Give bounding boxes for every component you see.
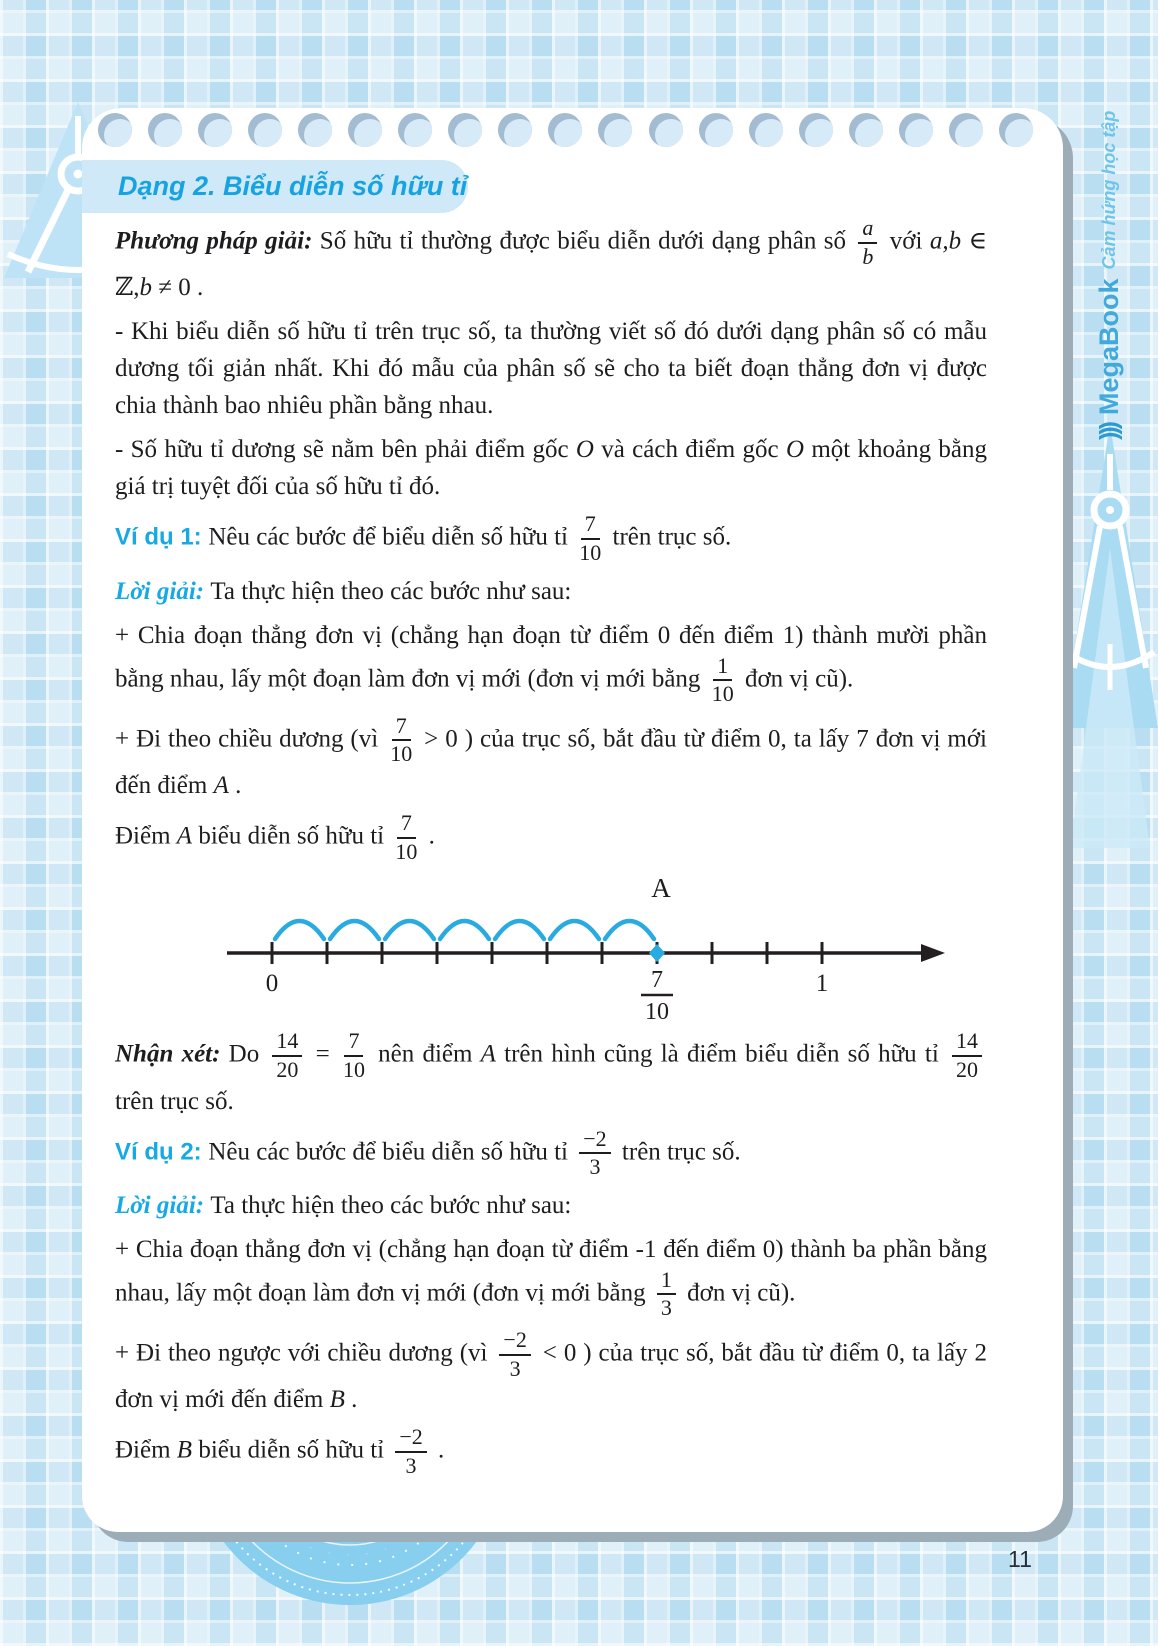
text-run: O xyxy=(785,436,805,464)
axis-label-zero: 0 xyxy=(265,970,279,998)
fraction-numerator: 7 xyxy=(397,811,416,839)
fraction xyxy=(579,1127,610,1180)
text-run: đơn vị cũ). xyxy=(680,1279,796,1307)
text-run: ∈ ℤ, xyxy=(115,227,987,302)
fraction-numerator: 1 xyxy=(713,654,732,682)
text-run: + Chia đoạn thẳng đơn vị (chẳng hạn đoạn từ điểm 0 đến điểm 1) thành mười phần bằng nhau, lấy một đoạn làm đơn vị mới (đơn vị mới bằng xyxy=(115,621,987,692)
text-run: biểu diễn số hữu tỉ xyxy=(192,1436,391,1464)
point-marker xyxy=(649,944,665,962)
binding-hole-icon xyxy=(849,113,883,147)
fraction xyxy=(952,1029,982,1082)
fraction xyxy=(395,1425,426,1478)
text-run: a,b xyxy=(929,227,962,255)
page-number: 11 xyxy=(1008,1546,1032,1572)
fraction-numerator: 7 xyxy=(344,1029,363,1057)
fraction-denominator: 3 xyxy=(660,1295,672,1321)
brand xyxy=(1094,111,1125,440)
fraction-denominator: 10 xyxy=(579,539,602,565)
label: Lời giải: xyxy=(115,1191,211,1219)
binding-hole-icon xyxy=(448,113,482,147)
fraction-denominator: 10 xyxy=(395,838,418,864)
binding-hole-icon xyxy=(498,113,532,147)
fraction-numerator: 7 xyxy=(392,714,411,742)
brand-name: MegaBook xyxy=(1094,278,1124,416)
text-run: Điểm xyxy=(115,822,177,850)
binding-hole-icon xyxy=(799,113,833,147)
text-run: . xyxy=(422,822,435,850)
paragraph xyxy=(115,1187,987,1224)
text-run: = xyxy=(307,1040,338,1068)
binding-hole-icon xyxy=(699,113,733,147)
fraction-numerator: a xyxy=(858,216,877,244)
text-run: và cách điểm gốc xyxy=(593,436,786,464)
text-run: . xyxy=(228,772,242,799)
text-run: + Đi theo ngược với chiều dương (vì xyxy=(115,1339,495,1367)
content-card xyxy=(82,108,1063,1532)
fraction xyxy=(657,1268,676,1321)
number-line-figure xyxy=(115,871,987,1023)
fraction xyxy=(579,512,601,565)
axis-label-fraction-denominator: 10 xyxy=(645,999,669,1024)
fraction-numerator: 14 xyxy=(952,1029,982,1057)
paragraph xyxy=(115,216,987,306)
section-heading-label: Dạng 2. Biểu diễn số hữu tỉ xyxy=(118,171,468,201)
binding-hole-icon xyxy=(398,113,432,147)
fraction xyxy=(272,1029,302,1082)
brand-tagline: Cảm hứng học tập xyxy=(1099,110,1119,270)
text-run: Ta thực hiện theo các bước như sau: xyxy=(210,577,572,605)
binding-hole-icon xyxy=(348,113,382,147)
compass-icon xyxy=(1062,418,1158,853)
binding-hole-icon xyxy=(298,113,332,147)
text-run: - Khi biểu diễn số hữu tỉ trên trục số, ta thường viết số đó dưới dạng phân số có mẫu dương tối giản nhất. Khi đó mẫu của phân số sẽ cho ta biết đoạn thẳng đơn vị được chia thành bao nhiêu phần bằng nhau. xyxy=(115,318,987,420)
label: Ví dụ 1: xyxy=(115,523,209,551)
text-run: O xyxy=(575,436,594,464)
binding-hole-icon xyxy=(548,113,582,147)
fraction xyxy=(499,1328,530,1381)
label: Ví dụ 2: xyxy=(115,1137,209,1165)
text-run: A xyxy=(213,772,229,799)
text-run: trên hình cũng là điểm biểu diễn số hữu tỉ xyxy=(495,1040,947,1068)
paragraph xyxy=(115,1127,987,1180)
axis-label-one: 1 xyxy=(815,970,829,998)
point-label: A xyxy=(651,873,671,904)
fraction xyxy=(343,1029,365,1082)
fraction xyxy=(712,654,734,707)
paragraph xyxy=(115,313,987,424)
text-run: Do xyxy=(228,1040,268,1068)
axis-label-fraction-numerator: 7 xyxy=(651,967,663,994)
label: Nhận xét: xyxy=(115,1040,229,1068)
text-run: biểu diễn số hữu tỉ xyxy=(192,822,391,850)
text-run: một khoảng bằng giá trị tuyệt đối của số hữu tỉ đó. xyxy=(115,436,988,501)
binding-hole-icon xyxy=(248,113,282,147)
paragraph xyxy=(115,714,987,804)
label: Phương pháp giải: xyxy=(115,227,320,255)
section-heading xyxy=(82,160,468,213)
binding-hole-icon xyxy=(749,113,783,147)
fraction-denominator: 3 xyxy=(589,1154,601,1180)
paragraph xyxy=(115,617,987,707)
fraction xyxy=(390,714,412,767)
text-run: A xyxy=(480,1040,496,1068)
text-run: B xyxy=(176,1436,193,1464)
paragraph xyxy=(115,811,987,864)
text-run: trên trục số. xyxy=(615,1137,741,1165)
text-run: đơn vị cũ). xyxy=(738,664,854,692)
fraction xyxy=(395,811,417,864)
binding-hole-icon xyxy=(999,113,1033,147)
fraction-denominator: 20 xyxy=(955,1056,978,1082)
text-run: A xyxy=(176,822,193,850)
text-run: nên điểm xyxy=(369,1040,481,1068)
label: Lời giải: xyxy=(115,577,211,605)
fraction-denominator: b xyxy=(862,243,874,269)
paragraph xyxy=(115,512,987,565)
paragraph xyxy=(115,1328,987,1418)
fraction-denominator: 20 xyxy=(276,1056,299,1082)
paragraph xyxy=(115,1231,987,1321)
fraction-numerator: −2 xyxy=(395,1425,426,1453)
text-run: b xyxy=(139,274,152,302)
binding-holes xyxy=(98,113,1033,147)
text-run: ≠ 0 . xyxy=(152,274,204,302)
binding-hole-icon xyxy=(98,113,132,147)
text-run: > 0 ) của trục số, bắt đầu từ điểm 0, ta lấy 7 đơn vị mới đến điểm xyxy=(115,725,987,799)
fraction-numerator: −2 xyxy=(499,1328,530,1356)
text-run: với xyxy=(882,227,930,255)
text-run: - Số hữu tỉ dương sẽ nằm bên phải điểm gốc xyxy=(115,436,576,464)
binding-hole-icon xyxy=(198,113,232,147)
paragraph xyxy=(115,1425,987,1478)
text-run: B xyxy=(329,1386,345,1414)
fraction-numerator: 1 xyxy=(657,1268,676,1296)
text-run: Số hữu tỉ thường được biểu diễn dưới dạng phân số xyxy=(319,227,854,255)
fraction-denominator: 3 xyxy=(405,1452,417,1478)
text-run: Nêu các bước để biểu diễn số hữu tỉ xyxy=(208,1137,575,1165)
paragraph xyxy=(115,1029,987,1119)
text-run: Nêu các bước để biểu diễn số hữu tỉ xyxy=(208,523,575,551)
text-run: trên trục số. xyxy=(115,1087,234,1115)
binding-hole-icon xyxy=(598,113,632,147)
fraction-denominator: 10 xyxy=(711,681,734,707)
paragraph xyxy=(115,573,987,610)
fraction-denominator: 10 xyxy=(342,1056,365,1082)
text-run: < 0 ) của trục số, bắt đầu từ điểm 0, ta lấy 2 đơn vị mới đến điểm xyxy=(115,1339,987,1414)
fraction xyxy=(858,216,877,269)
text-run: Điểm xyxy=(115,1436,177,1464)
card-content xyxy=(115,216,987,1486)
text-run: . xyxy=(344,1386,358,1414)
fraction-numerator: −2 xyxy=(579,1127,610,1155)
text-run: trên trục số. xyxy=(606,523,732,551)
text-run: + Chia đoạn thẳng đơn vị (chẳng hạn đoạn từ điểm -1 đến điểm 0) thành ba phần bằng nhau, lấy một đoạn làm đơn vị mới (đơn vị mới bằng xyxy=(115,1235,987,1307)
fraction-denominator: 10 xyxy=(390,741,413,767)
binding-hole-icon xyxy=(148,113,182,147)
binding-hole-icon xyxy=(649,113,683,147)
fraction-numerator: 7 xyxy=(581,512,600,540)
fraction-denominator: 3 xyxy=(509,1355,521,1381)
paragraph xyxy=(115,431,987,505)
text-run: Ta thực hiện theo các bước như sau: xyxy=(210,1191,572,1219)
fraction-numerator: 14 xyxy=(272,1029,302,1057)
binding-hole-icon xyxy=(899,113,933,147)
binding-hole-icon xyxy=(949,113,983,147)
megabook-logo-icon: ))) xyxy=(1095,424,1123,440)
text-run: . xyxy=(431,1436,445,1464)
text-run: + Đi theo chiều dương (vì xyxy=(115,725,386,753)
